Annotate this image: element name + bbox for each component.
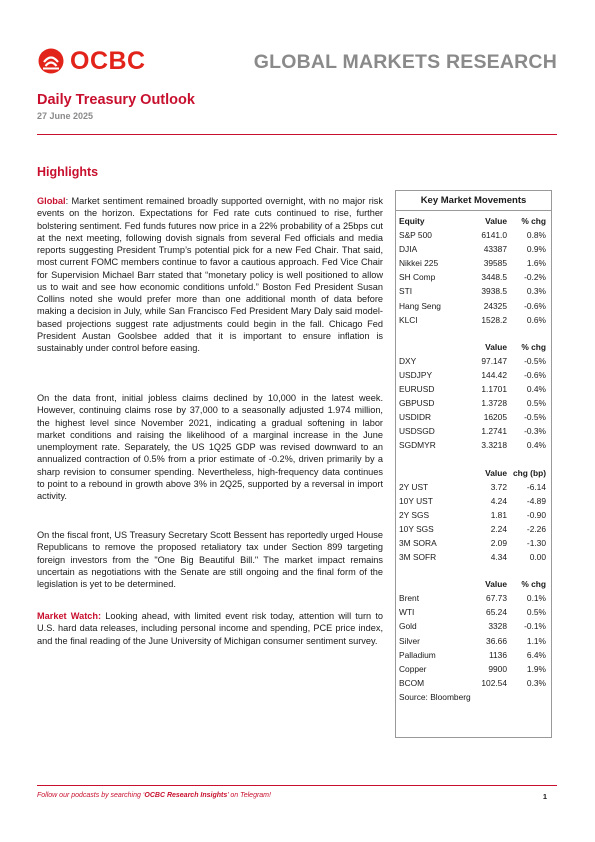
kmm-row: [396, 368, 551, 382]
kmm-header-cell: [399, 340, 461, 354]
kmm-instrument: Copper: [399, 663, 427, 674]
kmm-instrument: 10Y SGS: [399, 523, 434, 534]
paragraph-lead-global: Global: [37, 196, 66, 206]
kmm-row: [396, 508, 551, 522]
footer-divider: [37, 785, 557, 786]
kmm-change: -0.3%: [524, 426, 546, 437]
kmm-value: 1.3728: [481, 398, 507, 409]
kmm-value: 1.2741: [481, 426, 507, 437]
footer-podcast-note: [37, 792, 271, 799]
kmm-instrument: 2Y SGS: [399, 509, 430, 520]
kmm-value: 3328: [488, 621, 507, 632]
kmm-instrument: 10Y UST: [399, 495, 433, 506]
kmm-value: 6141.0: [481, 230, 507, 241]
kmm-header-cell: Value: [485, 341, 507, 352]
kmm-value: 9900: [488, 663, 507, 674]
highlights-heading: Highlights: [37, 165, 99, 179]
kmm-value: 102.54: [481, 677, 507, 688]
kmm-group-gap: [396, 327, 551, 340]
kmm-value: 3938.5: [481, 286, 507, 297]
kmm-row: [396, 536, 551, 550]
kmm-header-cell: [399, 577, 461, 591]
kmm-row: [396, 410, 551, 424]
ocbc-logo: [37, 45, 146, 77]
kmm-row: [396, 591, 551, 605]
kmm-row: [396, 480, 551, 494]
section-title: GLOBAL MARKETS RESEARCH: [253, 51, 557, 73]
kmm-header-cell: Equity: [399, 216, 425, 226]
kmm-change: -0.90: [526, 509, 546, 520]
kmm-change: -6.14: [526, 481, 546, 492]
kmm-row: [396, 648, 551, 662]
kmm-change: 0.3%: [526, 286, 546, 297]
kmm-change: -0.6%: [524, 300, 546, 311]
kmm-value: 1136: [488, 649, 507, 660]
kmm-change: 0.5%: [526, 398, 546, 409]
kmm-value: 144.42: [481, 369, 507, 380]
kmm-instrument: USDSGD: [399, 426, 435, 437]
kmm-header-rates: [396, 466, 551, 480]
kmm-change: -4.89: [526, 495, 546, 506]
ocbc-logo-mark-icon: [37, 47, 65, 75]
kmm-change: 0.8%: [526, 230, 546, 241]
kmm-value: 3.3218: [481, 440, 507, 451]
kmm-instrument: S&P 500: [399, 230, 432, 241]
kmm-header-cell: % chg: [521, 341, 546, 352]
kmm-instrument: 2Y UST: [399, 481, 429, 492]
kmm-value: 43387: [483, 244, 507, 255]
kmm-change: -0.6%: [524, 369, 546, 380]
kmm-instrument: Hang Seng: [399, 300, 441, 311]
kmm-value: 16205: [483, 412, 507, 423]
kmm-value: 4.24: [490, 495, 507, 506]
kmm-row: [396, 242, 551, 256]
kmm-row: [396, 270, 551, 284]
kmm-instrument: DXY: [399, 355, 417, 366]
kmm-instrument: STI: [399, 286, 413, 297]
kmm-source: Source: Bloomberg: [399, 691, 471, 702]
kmm-change: 0.5%: [526, 607, 546, 618]
kmm-instrument: Silver: [399, 635, 420, 646]
paragraph-global-text: : Market sentiment remained broadly supported overnight, with no major risk events on the horizon. Expectations for Fed rate cuts continued to rise, further bolstering sentiment. Fed funds futures now price in a 22% probability of a 25bps cut at the next meeting, following dovish signals from several Fed officials and media reports suggesting President Trump’s potential pick for a new Fed Chair. That said, most current FOMC members continue to favor a cautious approach. Fed Vice Chair for Supervision Michael Barr stated that “monetary policy is well positioned to allow us to wait and see how economic conditions unfold.” Boston Fed President Susan Collins noted she would prefer more than one additional month of data before making a decision in July, while San Francisco Fed President Mary Daly said model-based projections suggest rate adjustments could begin in the fall. Chicago Fed President Austan Goolsbee added that it is important to ensure inflation is sustainably under control before easing.: [37, 196, 383, 353]
kmm-value: 4.34: [490, 552, 507, 563]
kmm-change: -0.5%: [524, 412, 546, 423]
kmm-instrument: Gold: [399, 621, 417, 632]
kmm-row: [396, 605, 551, 619]
kmm-instrument: Brent: [399, 593, 420, 604]
document-title: Daily Treasury Outlook: [37, 92, 195, 108]
header-divider: [37, 134, 557, 135]
kmm-value: 1.81: [490, 509, 507, 520]
kmm-row: [396, 494, 551, 508]
kmm-row: [396, 619, 551, 633]
paragraph-fiscal-front: On the fiscal front, US Treasury Secretary Scott Bessent has reportedly urged House Republicans to remove the proposed retaliatory tax under Section 899 targeting foreign investors from the "One Big Beautiful Bill." The market impact remains uncertain as negotiations with the Senate are still ongoing and the final form of the legislation is yet to be determined.: [37, 530, 383, 589]
kmm-header-cell: Value: [485, 216, 507, 226]
kmm-value: 65.24: [486, 607, 507, 618]
kmm-header-cell: % chg: [521, 216, 546, 226]
kmm-value: 1.1701: [481, 384, 507, 395]
kmm-row: [396, 284, 551, 298]
kmm-instrument: 3M SOFR: [399, 552, 437, 563]
kmm-instrument: SGDMYR: [399, 440, 436, 451]
kmm-group-gap: [396, 564, 551, 577]
kmm-instrument: USDIDR: [399, 412, 432, 423]
kmm-row: [396, 424, 551, 438]
kmm-change: -0.5%: [524, 355, 546, 366]
kmm-instrument: DJIA: [399, 244, 418, 255]
footer-bold: OCBC Research Insights: [144, 792, 228, 799]
kmm-change: -2.26: [526, 523, 546, 534]
kmm-change: 1.1%: [526, 635, 546, 646]
kmm-change: 0.4%: [526, 440, 546, 451]
kmm-change: -0.1%: [524, 621, 546, 632]
kmm-value: 1528.2: [481, 314, 507, 325]
footer-pre: Follow our podcasts by searching ‘: [37, 792, 145, 799]
kmm-header-cell: Value: [485, 579, 507, 590]
kmm-row: [396, 396, 551, 410]
kmm-row: [396, 550, 551, 564]
kmm-change: 1.6%: [526, 258, 546, 269]
footer-post: ’ on Telegram!: [227, 792, 271, 799]
kmm-row: [396, 256, 551, 270]
kmm-value: 2.09: [490, 537, 507, 548]
kmm-title: Key Market Movements: [396, 191, 551, 211]
kmm-change: 1.9%: [526, 663, 546, 674]
paragraph-market-watch-text: Looking ahead, with limited event risk today, attention will turn to U.S. hard data releases, including personal income and spending, PCE price index, and the final reading of the June University of Michigan consumer sentiment survey.: [37, 611, 383, 646]
kmm-group-gap: [396, 453, 551, 466]
ocbc-brand-text: OCBC: [70, 46, 146, 75]
kmm-row: [396, 354, 551, 368]
kmm-value: 3.72: [490, 481, 507, 492]
kmm-header-equity: [396, 214, 551, 228]
kmm-row: [396, 634, 551, 648]
kmm-value: 3448.5: [481, 272, 507, 283]
kmm-instrument: WTI: [399, 607, 415, 618]
kmm-value: 2.24: [490, 523, 507, 534]
paragraph-data-front: On the data front, initial jobless claims declined by 10,000 in the latest week. However, continuing claims rose by 37,000 to a seasonally adjusted 1.974 million, the highest level since November 2021, indicating a gradual softening in labor market conditions and raising the likelihood of a marginal increase in the June unemployment rate. Separately, the US 1Q25 GDP was revised downward to an annualized contraction of 0.5% from a prior estimate of -0.2%, driven primarily by a sharp revision to consumer spending. Nevertheless, high-frequency data continues to point to a rebound in growth above 3% in 2Q25, supported by a reversal in import activity.: [37, 393, 383, 501]
kmm-value: 97.147: [481, 355, 507, 366]
kmm-instrument: Nikkei 225: [399, 258, 439, 269]
kmm-instrument: SH Comp: [399, 272, 436, 283]
kmm-change: 0.3%: [526, 677, 546, 688]
kmm-change: -0.2%: [524, 272, 546, 283]
kmm-row: [396, 299, 551, 313]
kmm-row: [396, 313, 551, 327]
kmm-instrument: GBPUSD: [399, 398, 435, 409]
kmm-change: 0.4%: [526, 384, 546, 395]
kmm-row: [396, 522, 551, 536]
kmm-row: [396, 438, 551, 452]
kmm-instrument: USDJPY: [399, 369, 433, 380]
kmm-change: -1.30: [526, 537, 546, 548]
kmm-header-cell: % chg: [521, 579, 546, 590]
kmm-header-commodities: [396, 577, 551, 591]
paragraph-lead-market-watch: Market Watch:: [37, 611, 102, 621]
kmm-row: [396, 676, 551, 690]
kmm-row: [396, 382, 551, 396]
key-market-movements-table: [395, 190, 552, 738]
paragraph-market-watch: [37, 610, 383, 647]
kmm-body: [396, 214, 551, 690]
kmm-value: 36.66: [486, 635, 507, 646]
kmm-change: 0.6%: [526, 314, 546, 325]
document-date: 27 June 2025: [37, 111, 94, 121]
kmm-header-cell: Value: [485, 467, 507, 478]
kmm-change: 0.9%: [526, 244, 546, 255]
kmm-change: 0.00: [529, 552, 546, 563]
kmm-row: [396, 662, 551, 676]
kmm-header-cell: chg (bp): [512, 467, 546, 478]
kmm-instrument: 3M SORA: [399, 537, 437, 548]
kmm-row: [396, 228, 551, 242]
kmm-instrument: BCOM: [399, 677, 425, 688]
kmm-value: 24325: [483, 300, 507, 311]
kmm-header-cell: [399, 466, 461, 480]
kmm-value: 39585: [483, 258, 507, 269]
kmm-instrument: EURUSD: [399, 384, 435, 395]
kmm-instrument: Palladium: [399, 649, 436, 660]
kmm-header-fx: [396, 340, 551, 354]
kmm-value: 67.73: [486, 593, 507, 604]
kmm-instrument: KLCI: [399, 314, 418, 325]
kmm-change: 0.1%: [526, 593, 546, 604]
kmm-change: 6.4%: [526, 649, 546, 660]
page-number: 1: [542, 792, 547, 801]
paragraph-global: [37, 195, 383, 354]
